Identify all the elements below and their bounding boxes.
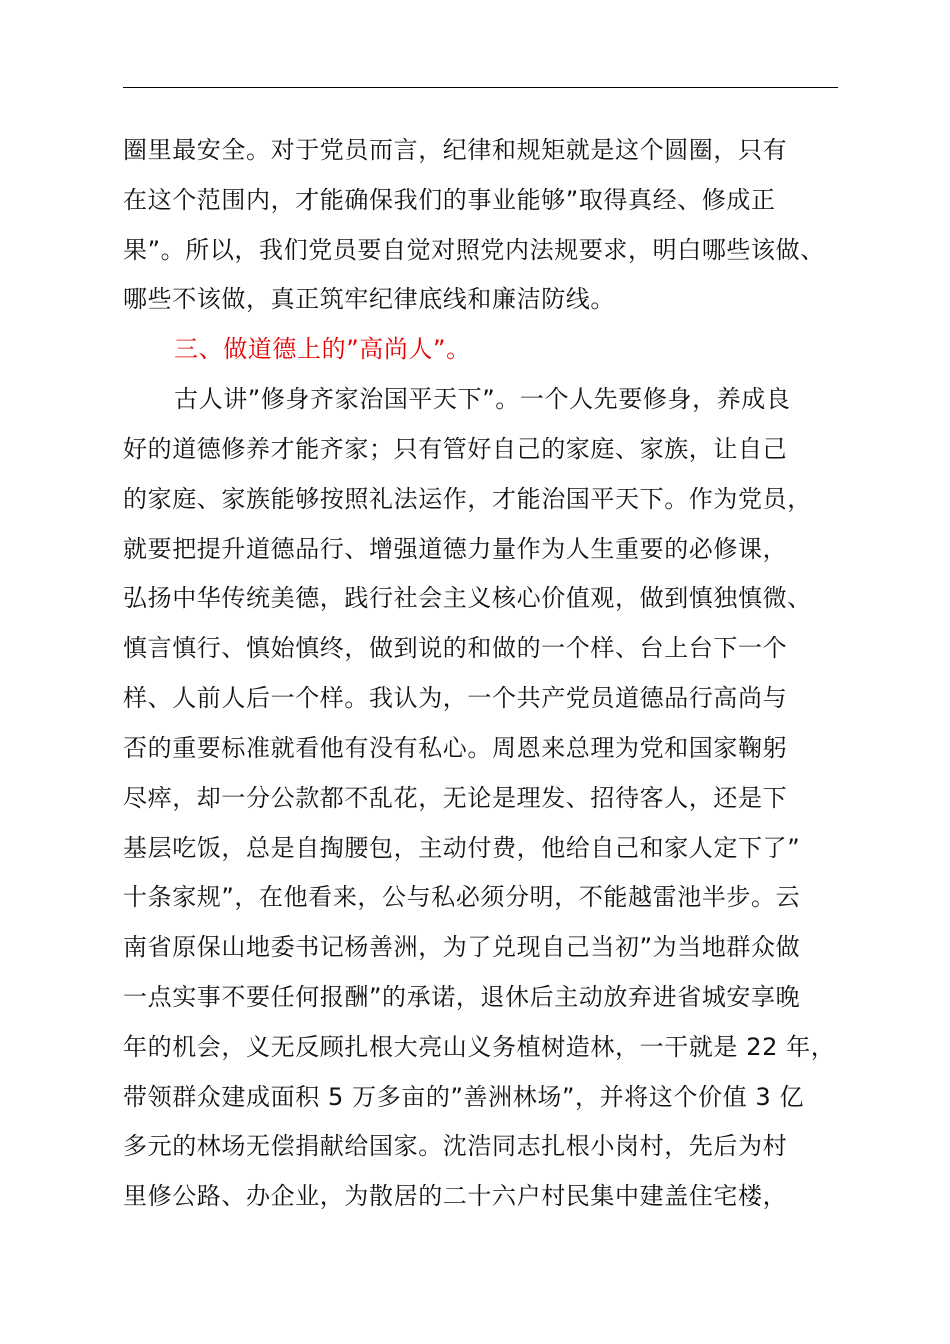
body-line: 十条家规”，在他看来，公与私必须分明，不能越雷池半步。云	[123, 883, 801, 911]
body-line: 南省原保山地委书记杨善洲，为了兑现自己当初”为当地群众做	[123, 933, 801, 961]
body-line: 里修公路、办企业，为散居的二十六户村民集中建盖住宅楼，	[123, 1182, 788, 1210]
body-line: 在这个范围内，才能确保我们的事业能够”取得真经、修成正	[123, 186, 776, 214]
body-line: 年的机会，义无反顾扎根大亮山义务植树造林，一干就是 22 年，	[123, 1033, 836, 1061]
section-heading: 三、做道德上的”高尚人”。	[174, 335, 471, 363]
body-line: 的家庭、家族能够按照礼法运作，才能治国平天下。作为党员，	[123, 485, 812, 513]
header-rule	[123, 87, 838, 88]
body-line: 慎言慎行、慎始慎终，做到说的和做的一个样、台上台下一个	[123, 634, 788, 662]
body-line: 否的重要标准就看他有没有私心。周恩来总理为党和国家鞠躬	[123, 734, 788, 762]
body-line: 带领群众建成面积 5 万多亩的”善洲林场”，并将这个价值 3 亿	[123, 1083, 805, 1111]
body-line: 多元的林场无偿捐献给国家。沈浩同志扎根小岗村，先后为村	[123, 1132, 788, 1160]
body-line: 就要把提升道德品行、增强道德力量作为人生重要的必修课，	[123, 535, 788, 563]
body-line: 弘扬中华传统美德，践行社会主义核心价值观，做到慎独慎微、	[123, 584, 812, 612]
body-line: 圈里最安全。对于党员而言，纪律和规矩就是这个圆圈，只有	[123, 136, 788, 164]
body-line: 哪些不该做，真正筑牢纪律底线和廉洁防线。	[123, 285, 615, 313]
body-line: 尽瘁，却一分公款都不乱花，无论是理发、招待客人，还是下	[123, 784, 788, 812]
body-line: 古人讲”修身齐家治国平天下”。一个人先要修身，养成良	[174, 385, 791, 413]
body-line: 一点实事不要任何报酬”的承诺，退休后主动放弃进省城安享晚	[123, 983, 801, 1011]
body-line: 样、人前人后一个样。我认为，一个共产党员道德品行高尚与	[123, 684, 788, 712]
body-line: 果”。所以，我们党员要自觉对照党内法规要求，明白哪些该做、	[123, 236, 825, 264]
body-line: 基层吃饭，总是自掏腰包，主动付费，他给自己和家人定下了”	[123, 834, 801, 862]
body-line: 好的道德修养才能齐家；只有管好自己的家庭、家族，让自己	[123, 435, 788, 463]
